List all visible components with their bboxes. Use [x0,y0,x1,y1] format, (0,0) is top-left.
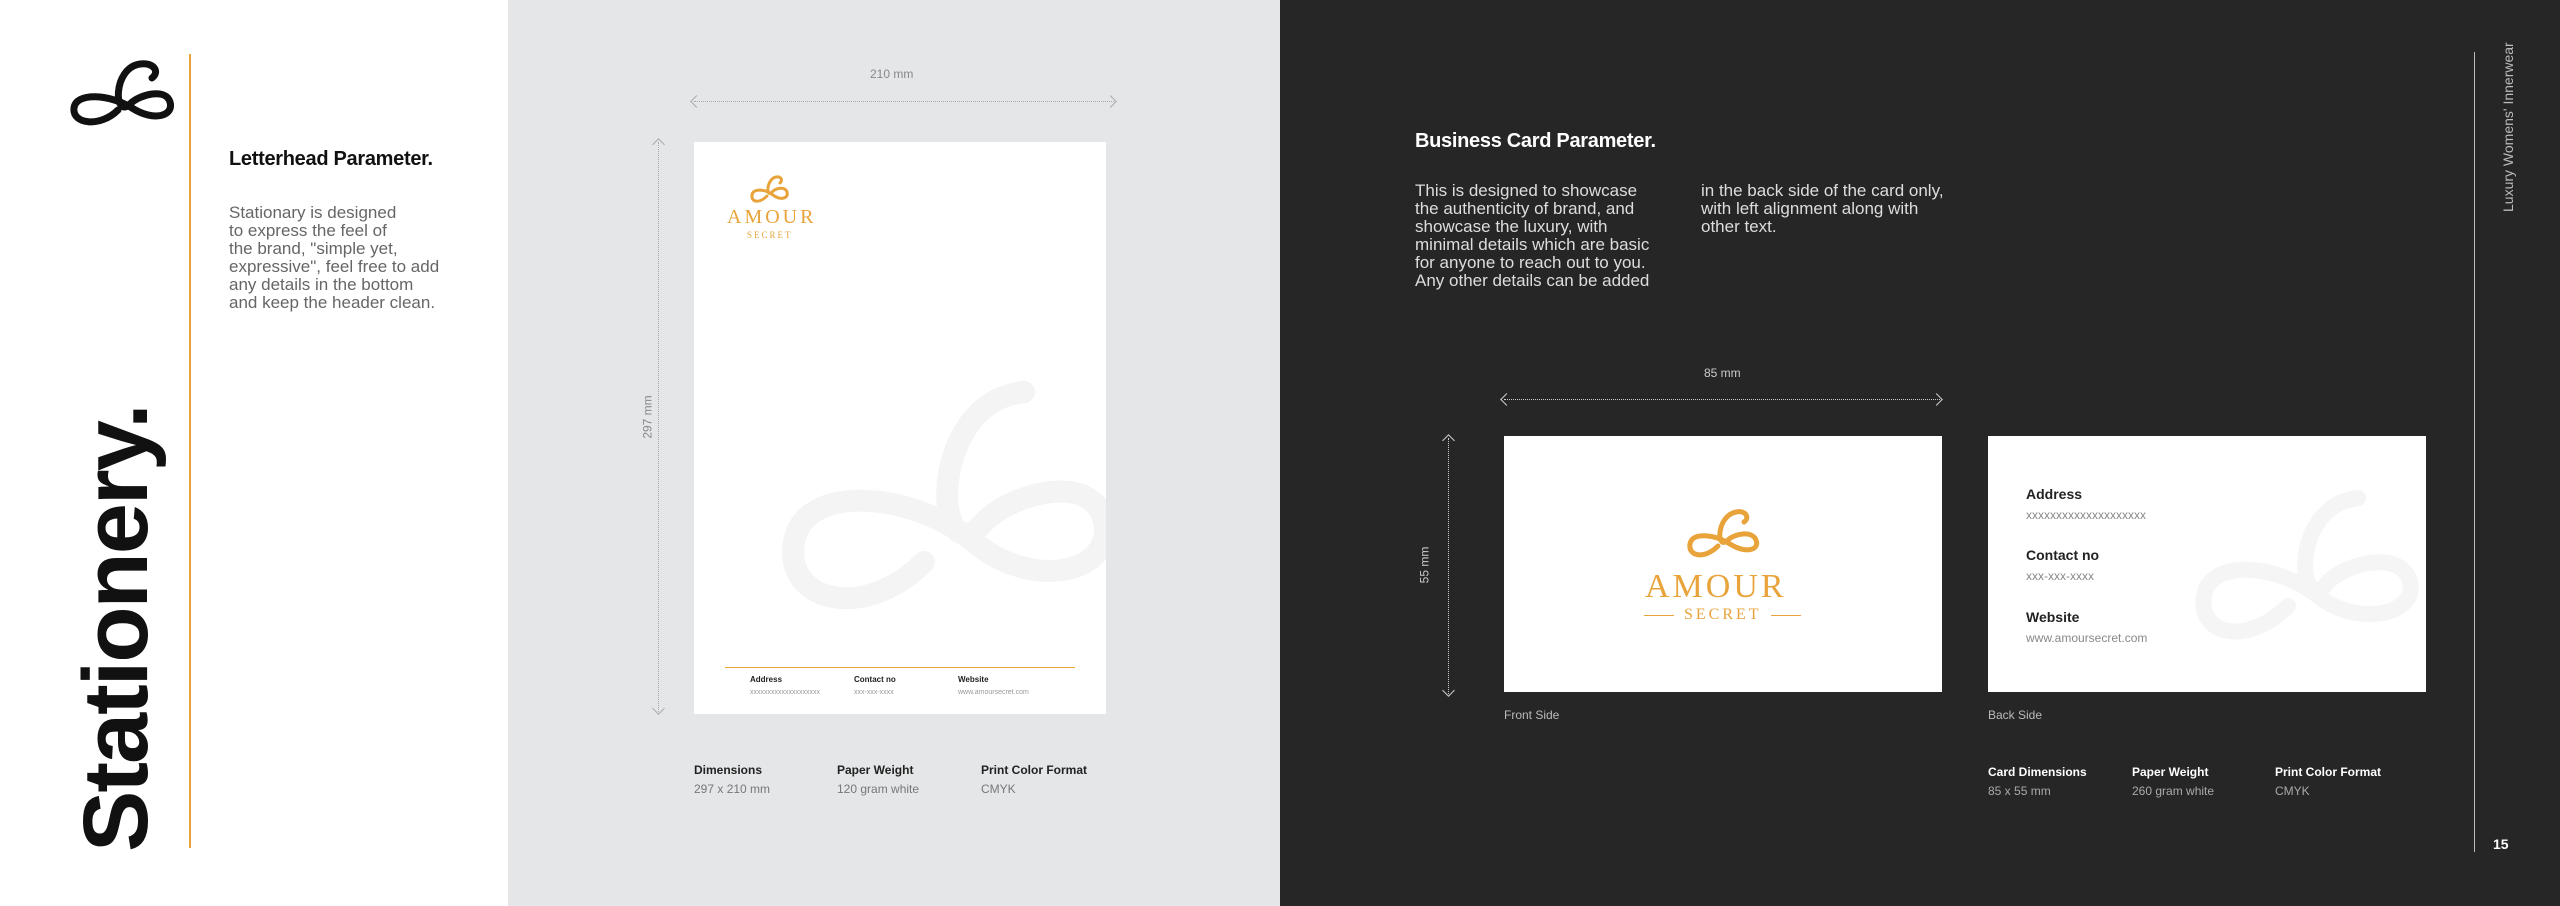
spec-dimensions-label: Dimensions [694,763,763,777]
page-title: Stationery. [65,405,167,852]
page-number: 15 [2493,836,2509,852]
front-side-caption: Front Side [1504,708,1560,722]
intro-panel [0,0,508,906]
footer-address-label: Address [750,675,783,684]
card-width-label: 85 mm [1704,366,1741,380]
back-contact-label: Contact no [2026,547,2100,563]
back-contact-value: xxx-xxx-xxxx [2026,569,2094,583]
spec-paper-weight-value: 120 gram white [837,782,920,796]
card-arrow-down-icon [1442,684,1455,697]
footer-website-value: www.amoursecret.com [958,689,1029,696]
back-address-label: Address [2026,486,2083,502]
card-height-label: 55 mm [1417,546,1432,584]
card-front-logo-icon [1684,508,1760,558]
card-spec-color-format-value: CMYK [2275,784,2310,798]
business-card-panel [1280,0,2560,906]
height-dimension-line [658,142,659,712]
brand-tagline: Luxury Womens' Innerwear [2500,42,2516,212]
card-arrow-up-icon [1442,434,1455,447]
watermark-logo-icon [774,372,1106,612]
letterhead-description: Stationary is designed to express the feel of the brand, "simple yet, expressive", feel free to add any details in the bottom and keep the header clean. [229,203,440,312]
arrow-left-icon [690,95,703,108]
card-front-brand-sub: SECRET [1684,606,1762,623]
arrow-down-icon [652,702,665,715]
brand-sub-rule-left [1644,615,1674,616]
business-card-description-col1: This is designed to showcase the authenticity of brand, and showcase the luxury, with minimal details which are basic for anyone to reach out to you. Any other details can be added [1415,181,1650,290]
card-arrow-right-icon [1930,393,1943,406]
brand-sub-rule-right [1771,615,1801,616]
letterhead-width-label: 210 mm [870,67,914,81]
card-back [1988,436,2426,692]
card-width-dimension-line [1504,399,1940,400]
card-spec-paper-weight-value: 260 gram white [2132,784,2215,798]
accent-divider [189,54,191,848]
footer-address-value: xxxxxxxxxxxxxxxxxxxx [750,689,820,696]
footer-divider [725,667,1075,668]
brand-logo-icon [70,58,174,126]
card-arrow-left-icon [1500,393,1513,406]
width-dimension-line [694,101,1114,102]
business-card-description-col2: in the back side of the card only, with left alignment along with other text. [1701,181,1944,236]
back-side-caption: Back Side [1988,708,2043,722]
back-website-value: www.amoursecret.com [2026,631,2148,645]
arrow-right-icon [1104,95,1117,108]
spec-color-format-value: CMYK [981,782,1016,796]
footer-contact-label: Contact no [854,675,896,684]
back-address-value: xxxxxxxxxxxxxxxxxxxx [2026,508,2146,522]
letterhead-brand-sub: SECRET [747,230,793,240]
card-spec-color-format-label: Print Color Format [2275,765,2382,779]
letterhead-heading: Letterhead Parameter. [229,148,433,170]
card-front-brand-name: AMOUR [1645,568,1787,605]
card-spec-paper-weight-label: Paper Weight [2132,765,2209,779]
spec-dimensions-value: 297 x 210 mm [694,782,771,796]
card-back-watermark-icon [2188,486,2426,646]
footer-website-label: Website [958,675,989,684]
footer-contact-value: xxx-xxx-xxxx [854,689,894,696]
card-height-dimension-line [1448,438,1449,694]
letterhead-height-label: 297 mm [640,395,655,439]
letterhead-logo-icon [749,174,789,204]
card-front [1504,436,1942,692]
card-spec-dimensions-value: 85 x 55 mm [1988,784,2051,798]
sidebar-rule [2474,52,2475,852]
letterhead-brand-name: AMOUR [727,206,817,228]
arrow-up-icon [652,138,665,151]
letterhead-sheet [694,142,1106,714]
card-spec-dimensions-label: Card Dimensions [1988,765,2087,779]
letterhead-panel [508,0,1280,906]
back-website-label: Website [2026,609,2080,625]
business-card-heading: Business Card Parameter. [1415,130,1656,152]
spec-color-format-label: Print Color Format [981,763,1088,777]
spec-paper-weight-label: Paper Weight [837,763,914,777]
